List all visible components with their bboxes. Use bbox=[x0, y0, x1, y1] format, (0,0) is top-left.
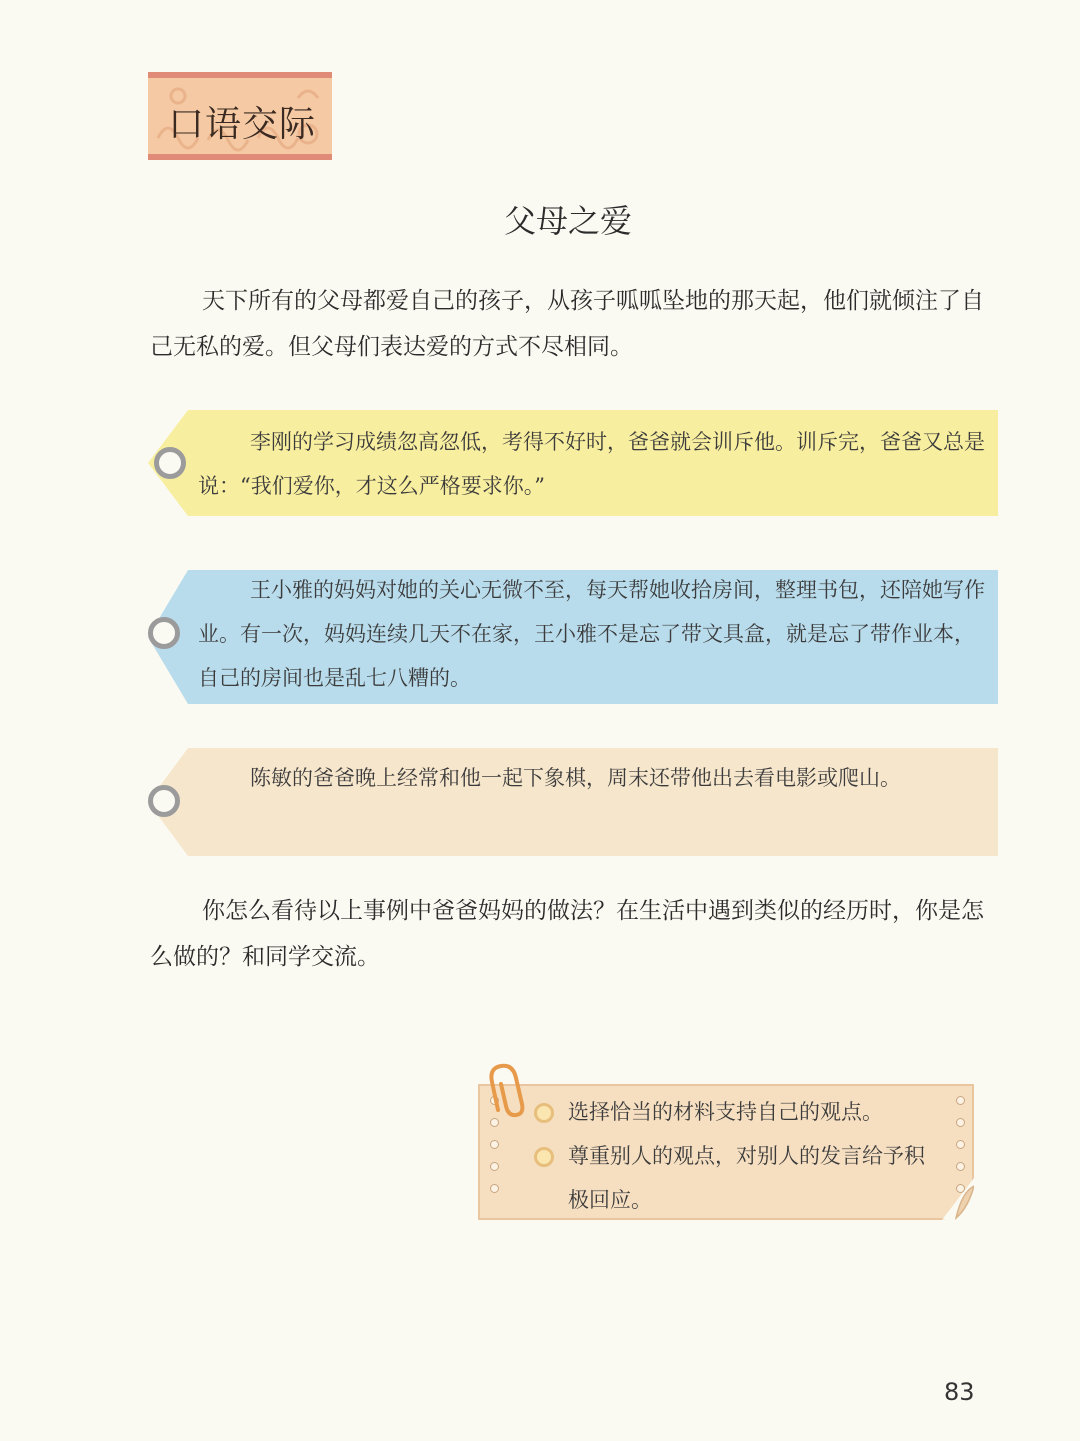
intro-paragraph: 天下所有的父母都爱自己的孩子，从孩子呱呱坠地的那天起，他们就倾注了自己无私的爱。但父母们表达爱的方式不尽相同。 bbox=[150, 288, 984, 360]
page-number: 83 bbox=[944, 1378, 975, 1406]
discussion-question: 你怎么看待以上事例中爸爸妈妈的做法？在生活中遇到类似的经历时，你是怎么做的？和同学交流。 bbox=[150, 898, 984, 970]
tag-hole-icon bbox=[148, 785, 180, 817]
tip-text: 选择恰当的材料支持自己的观点。 bbox=[568, 1100, 883, 1124]
paperclip-icon bbox=[484, 1062, 530, 1118]
tip-item bbox=[534, 1090, 934, 1134]
section-label: 口语交际 bbox=[168, 104, 317, 145]
tag-hole-icon bbox=[154, 447, 186, 479]
bullet-icon bbox=[534, 1103, 554, 1123]
tip-text: 尊重别人的观点，对别人的发言给予积极回应。 bbox=[568, 1144, 925, 1212]
case-text-3: 陈敏的爸爸晚上经常和他一起下象棋，周末还带他出去看电影或爬山。 bbox=[250, 766, 901, 790]
section-banner bbox=[148, 72, 332, 160]
tag-hole-icon bbox=[148, 617, 180, 649]
page-title: 父母之爱 bbox=[503, 202, 632, 240]
tip-item bbox=[534, 1134, 934, 1222]
case-text-2: 王小雅的妈妈对她的关心无微不至，每天帮她收拾房间，整理书包，还陪她写作业。有一次，妈妈连续几天不在家，王小雅不是忘了带文具盒，就是忘了带作业本，自己的房间也是乱七八糟的。 bbox=[198, 578, 985, 690]
case-text-1: 李刚的学习成绩忽高忽低，考得不好时，爸爸就会训斥他。训斥完，爸爸又总是说：“我们爱你，才这么严格要求你。” bbox=[198, 430, 985, 498]
note-binding-holes bbox=[956, 1096, 964, 1206]
bullet-icon bbox=[534, 1147, 554, 1167]
